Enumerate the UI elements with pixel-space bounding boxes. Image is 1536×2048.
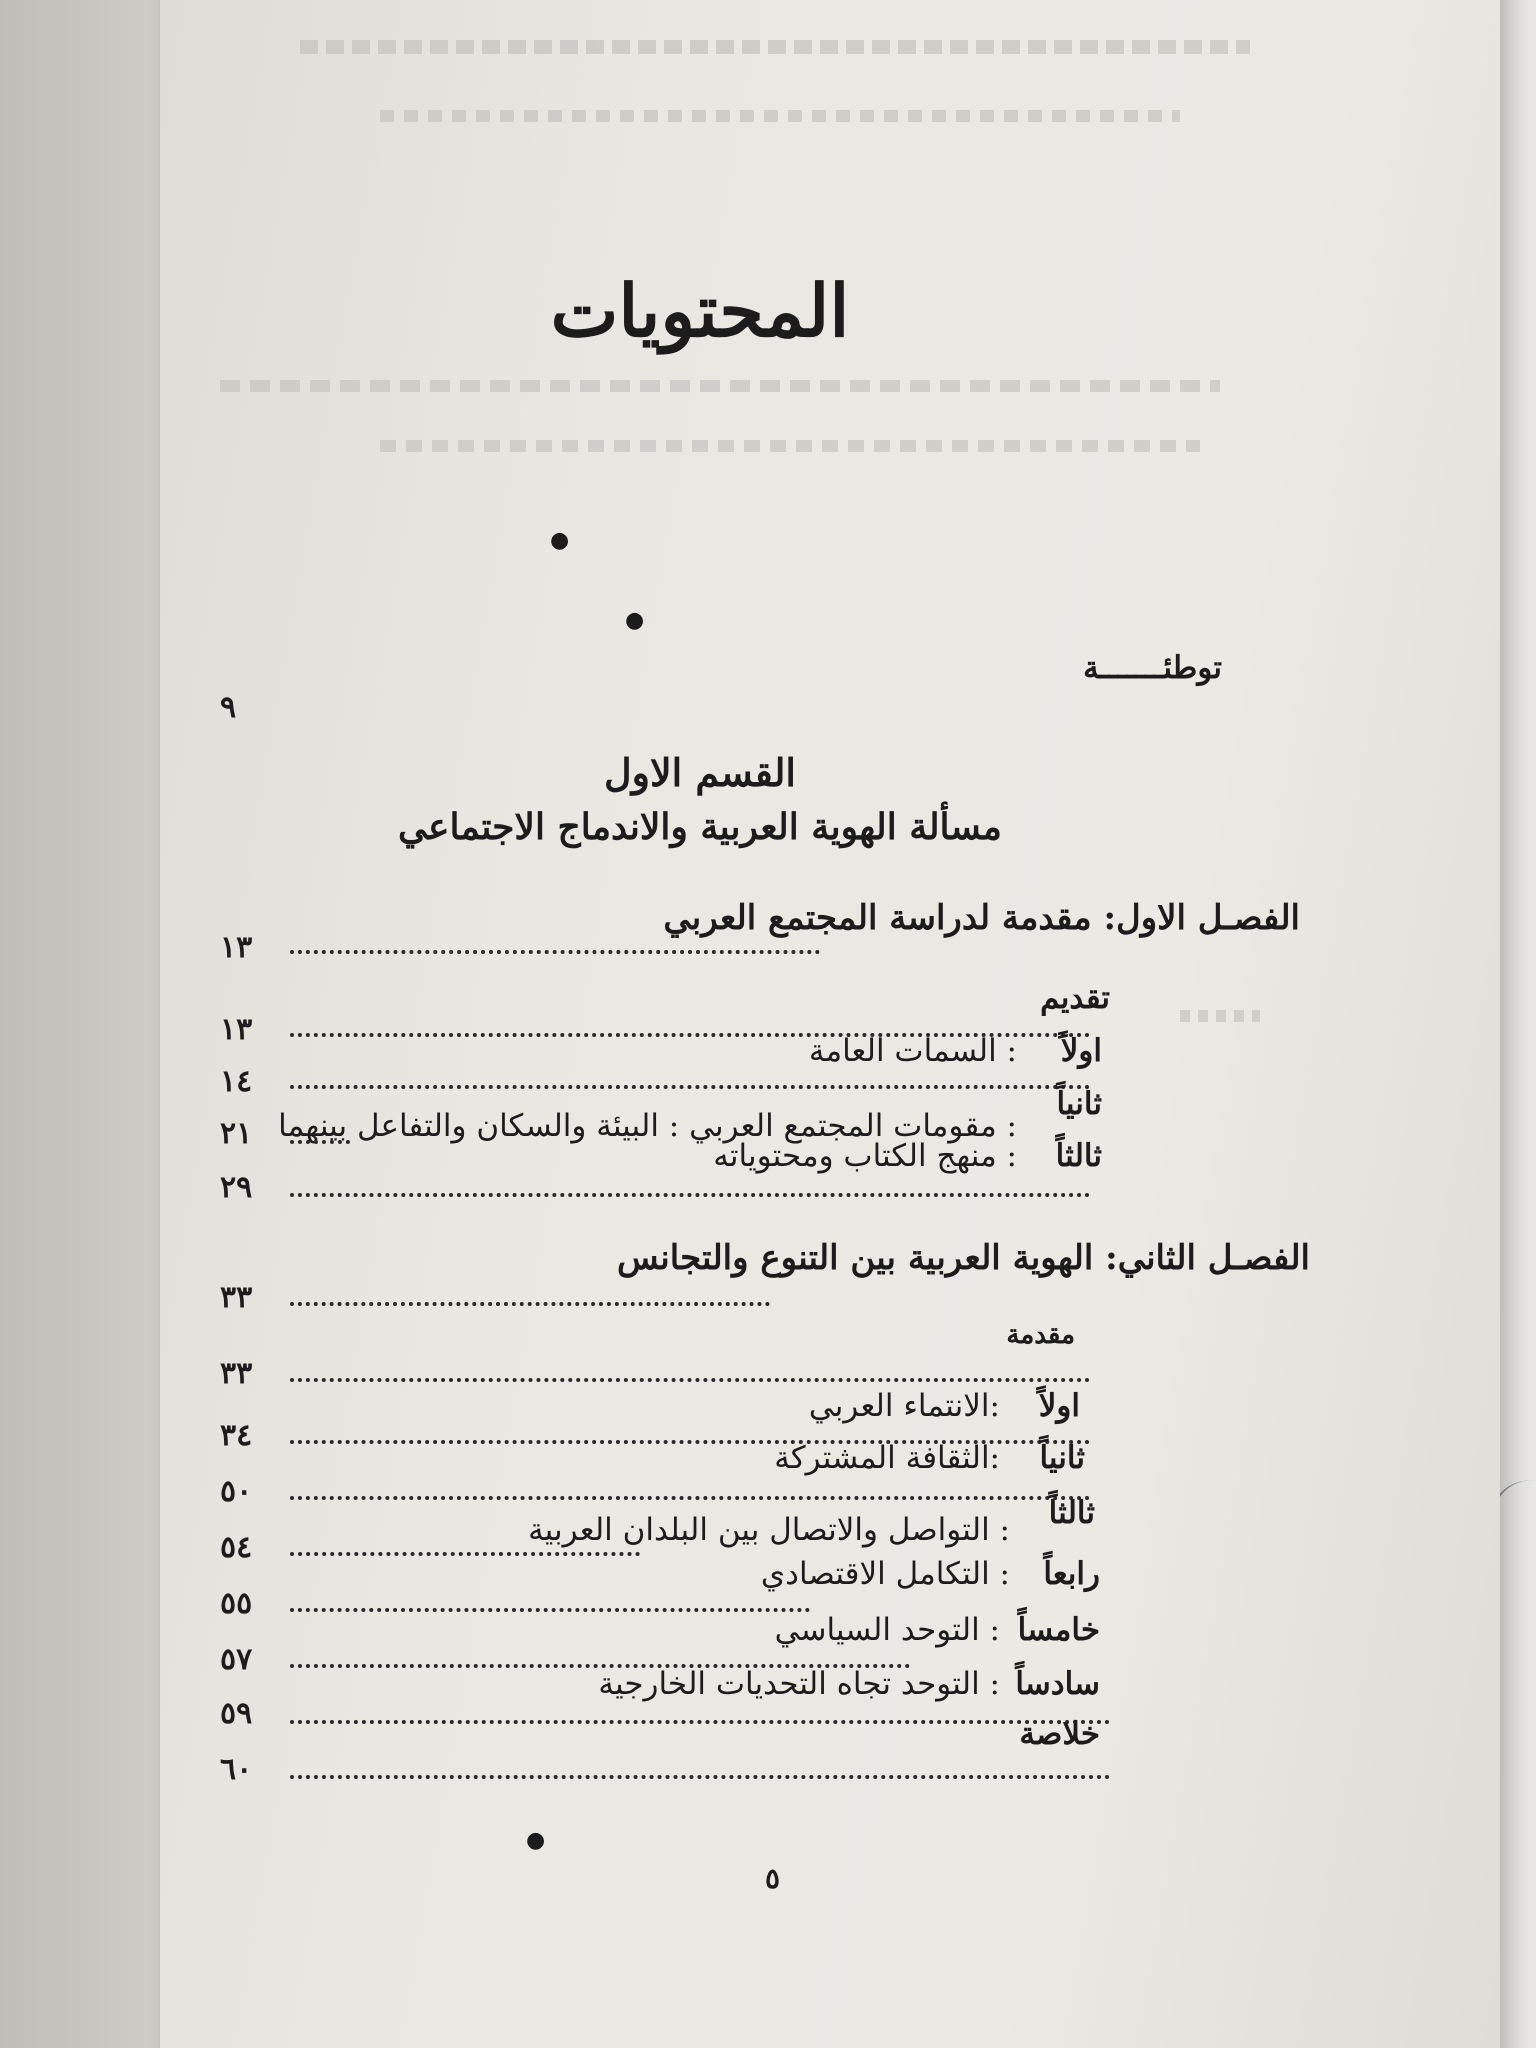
toc-dot-leader	[290, 1720, 1110, 1724]
chapter-1-prefix: الفصـل الاول	[1116, 898, 1300, 938]
toc-item-label: ثالثاً	[1055, 1138, 1102, 1174]
bullet-ornament: ●	[550, 528, 570, 553]
toc-item-text: : مقومات المجتمع العربي : البيئة والسكان والتفاعل بينهما	[278, 1108, 1017, 1144]
toc-dot-leader	[290, 1193, 1090, 1197]
toc-item-text: : التكامل الاقتصادي	[760, 1556, 1010, 1592]
toc-item-label: مقدمة	[1006, 1320, 1075, 1350]
toc-item-text: : التوحد السياسي	[774, 1612, 1000, 1648]
toc-dot-leader	[290, 1496, 1090, 1500]
toc-item-label: تقديم	[1040, 980, 1110, 1016]
toc-item-text: : السمات العامة	[808, 1033, 1017, 1069]
toc-dot-leader	[290, 1608, 810, 1612]
toc-intro-label: توطئـــــــة	[1083, 650, 1222, 686]
toc-item-label: سادساً	[1015, 1666, 1100, 1702]
toc-page-number: ٦٠	[220, 1752, 253, 1787]
toc-item-label: خامساً	[1017, 1612, 1100, 1648]
toc-page-number: ٢٩	[220, 1170, 253, 1205]
chapter-colon: :	[1105, 1238, 1118, 1278]
toc-dot-leader	[290, 1140, 350, 1144]
toc-page-number: ٣٣	[220, 1280, 253, 1315]
toc-page-number: ٥٧	[220, 1642, 253, 1677]
toc-dot-leader	[290, 1085, 1090, 1089]
page-number: ٥	[765, 1862, 781, 1895]
chapter-2-title: الهوية العربية بين التنوع والتجانس	[616, 1238, 1094, 1278]
toc-page-number: ٢١	[220, 1116, 253, 1151]
toc-item-label: خلاصة	[1019, 1716, 1100, 1752]
chapter-2-heading	[617, 1238, 1310, 1278]
toc-item-label: ثانياً	[1056, 1086, 1102, 1122]
toc-item-label: ثالثاً	[1048, 1495, 1095, 1531]
toc-page-number: ١٣	[220, 930, 253, 965]
section-subtitle: مسألة الهوية العربية والاندماج الاجتماعي	[398, 806, 1002, 848]
toc-item-label: ثانياً	[1039, 1440, 1085, 1476]
bullet-ornament: ●	[625, 608, 645, 633]
toc-page-number: ٣٣	[220, 1356, 253, 1391]
table-of-contents-page	[200, 0, 1310, 2048]
toc-dot-leader	[290, 950, 820, 954]
toc-item-label: اولاً	[1038, 1388, 1080, 1424]
chapter-2-prefix: الفصـل الثاني	[1117, 1238, 1310, 1278]
chapter-1-title: مقدمة لدراسة المجتمع العربي	[663, 898, 1092, 938]
chapter-1-heading	[663, 898, 1300, 938]
toc-page-number: ١٣	[220, 1012, 253, 1047]
toc-item-text: : التواصل والاتصال بين البلدان العربية	[528, 1512, 1010, 1548]
bullet-ornament: ●	[526, 1828, 546, 1853]
toc-item-text: : التوحد تجاه التحديات الخارجية	[598, 1666, 1000, 1702]
toc-page-number: ٩	[220, 690, 237, 725]
toc-dot-leader	[290, 1378, 1090, 1382]
toc-item-label: رابعاً	[1043, 1556, 1100, 1592]
toc-dot-leader	[290, 1775, 1110, 1779]
toc-page-number: ٥٠	[220, 1474, 253, 1509]
page-title: المحتويات	[550, 268, 850, 353]
toc-page-number: ٥٩	[220, 1696, 253, 1731]
toc-item-text: :الانتماء العربي	[808, 1388, 1000, 1424]
toc-dot-leader	[290, 1552, 640, 1556]
chapter-colon: :	[1103, 898, 1116, 938]
toc-page-number: ٣٤	[220, 1418, 253, 1453]
toc-item-text: :الثقافة المشتركة	[774, 1440, 1000, 1476]
toc-page-number: ٥٥	[220, 1586, 253, 1621]
section-title: القسم الاول	[604, 750, 796, 795]
toc-page-number: ٥٤	[220, 1530, 253, 1565]
toc-dot-leader	[290, 1302, 770, 1306]
toc-item-label: اولاً	[1060, 1033, 1102, 1069]
toc-page-number: ١٤	[220, 1064, 253, 1099]
toc-item-text: : منهج الكتاب ومحتوياته	[713, 1138, 1017, 1174]
